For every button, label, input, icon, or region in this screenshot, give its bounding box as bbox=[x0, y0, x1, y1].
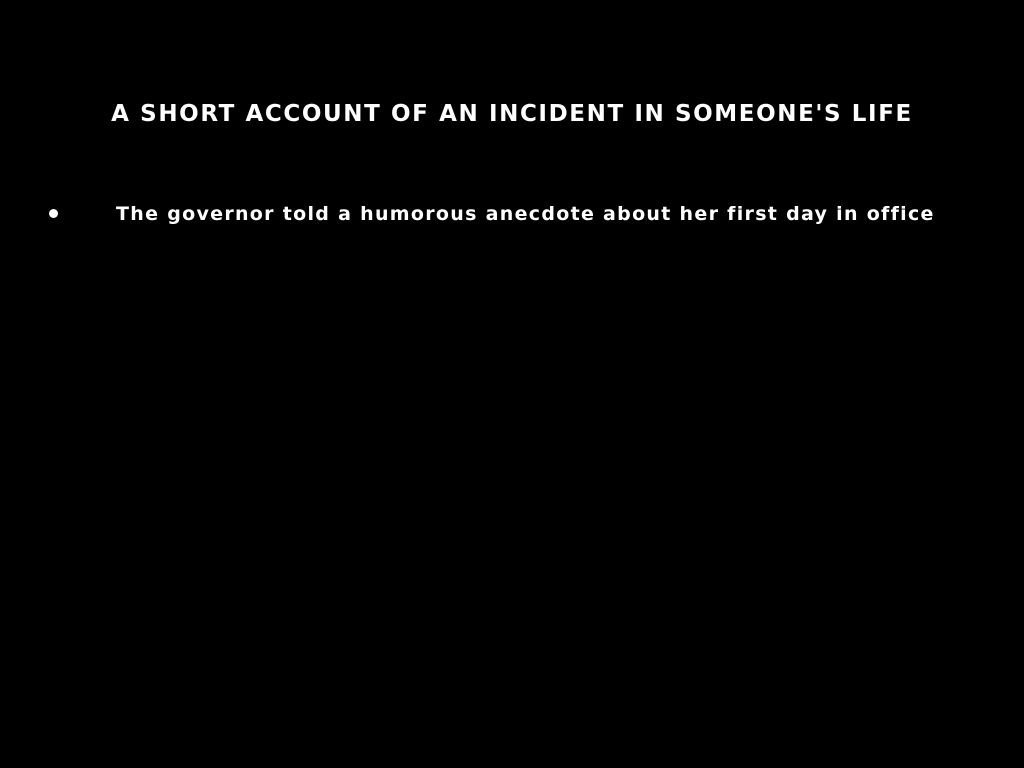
bullet-text: The governor told a humorous anecdote about her first day in office bbox=[116, 203, 935, 225]
list-item bbox=[0, 200, 1024, 230]
slide-title: A SHORT ACCOUNT OF AN INCIDENT IN SOMEONE'S LIFE bbox=[111, 101, 913, 128]
bullet-list bbox=[0, 200, 1024, 230]
bullet-dot-icon bbox=[49, 209, 58, 218]
